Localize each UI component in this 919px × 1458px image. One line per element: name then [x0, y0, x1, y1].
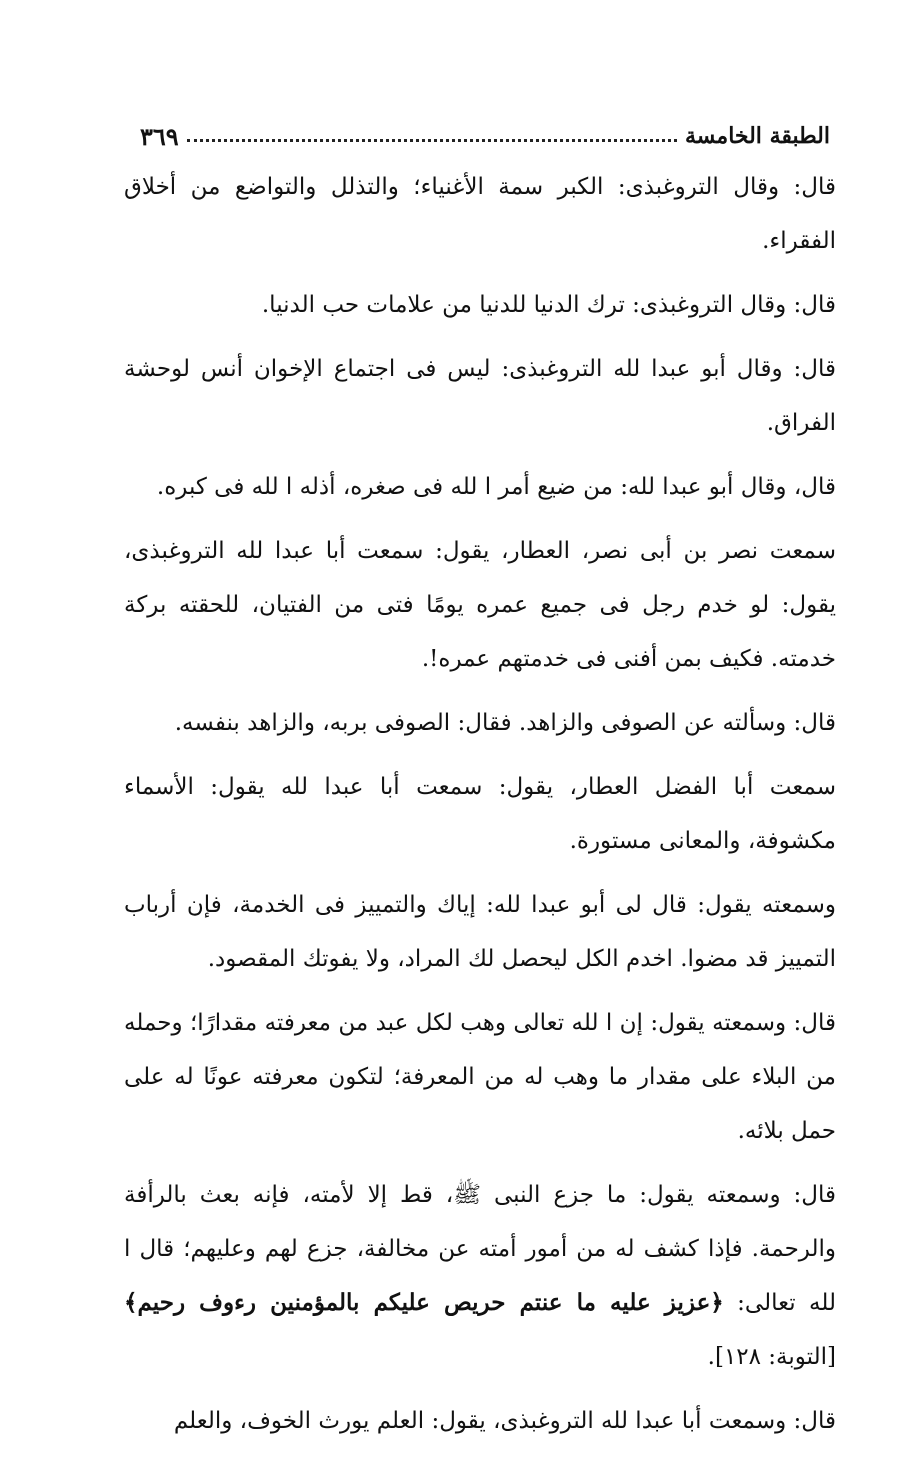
body-text	[124, 160, 836, 1458]
page-number: ٣٦٩	[140, 121, 179, 151]
paragraph: وسمعته يقول: قال لى أبو عبدا لله: إياك والتمييز فى الخدمة، فإن أرباب التمييز قد مضوا. اخدم الكل ليحصل لك المراد، ولا يفوتك المقصود.	[124, 892, 836, 972]
quran-paragraph-intro: قال: وسمعته يقول: ما جزع النبى ﷺ، قط إلا لأمته، فإنه بعث بالرأفة والرحمة. فإذا كشف له من أمور أمته عن مخالفة، جزع لهم وعليهم؛ قال ا لله تعالى:	[124, 1182, 836, 1316]
leader-dots	[187, 139, 677, 142]
paragraph: قال: وسألته عن الصوفى والزاهد. فقال: الصوفى بربه، والزاهد بنفسه.	[174, 710, 836, 736]
paragraph: سمعت أبا الفضل العطار، يقول: سمعت أبا عبدا لله يقول: الأسماء مكشوفة، والمعانى مستورة.	[124, 774, 836, 854]
quran-paragraph	[124, 1168, 836, 1384]
paragraph: سمعت نصر بن أبى نصر، العطار، يقول: سمعت أبا عبدا لله التروغبذى، يقول: لو خدم رجل فى جميع عمره يومًا فتى من الفتيان، للحقته بركة خدمته. فكيف بمن أفنى فى خدمتهم عمره!.	[124, 538, 836, 672]
paragraph: قال، وقال أبو عبدا لله: من ضيع أمر ا لله فى صغره، أذله ا لله فى كبره.	[156, 474, 836, 500]
verse-citation: [التوبة: ١٢٨].	[707, 1344, 836, 1370]
paragraph: قال: وقال أبو عبدا لله التروغبذى: ليس فى اجتماع الإخوان أنس لوحشة الفراق.	[124, 356, 836, 436]
quran-verse: ﴿عزيز عليه ما عنتم حريص عليكم بالمؤمنين رءوف رحيم﴾	[124, 1289, 724, 1316]
paragraph: قال: وسمعت أبا عبدا لله التروغبذى، يقول: العلم يورث الخوف، والعلم	[173, 1408, 836, 1434]
paragraph: قال: وقال التروغبذى: ترك الدنيا للدنيا من علامات حب الدنيا.	[261, 292, 836, 318]
section-title: الطبقة الخامسة	[684, 123, 830, 149]
paragraph: قال: وقال التروغبذى: الكبر سمة الأغنياء؛ والتذلل والتواضع من أخلاق الفقراء.	[124, 174, 836, 254]
running-header	[140, 118, 830, 154]
paragraph: قال: وسمعته يقول: إن ا لله تعالى وهب لكل عبد من معرفته مقدارًا؛ وحمله من البلاء على مقدار ما وهب له من المعرفة؛ لتكون معرفته عونًا له على حمل بلائه.	[124, 1010, 836, 1144]
